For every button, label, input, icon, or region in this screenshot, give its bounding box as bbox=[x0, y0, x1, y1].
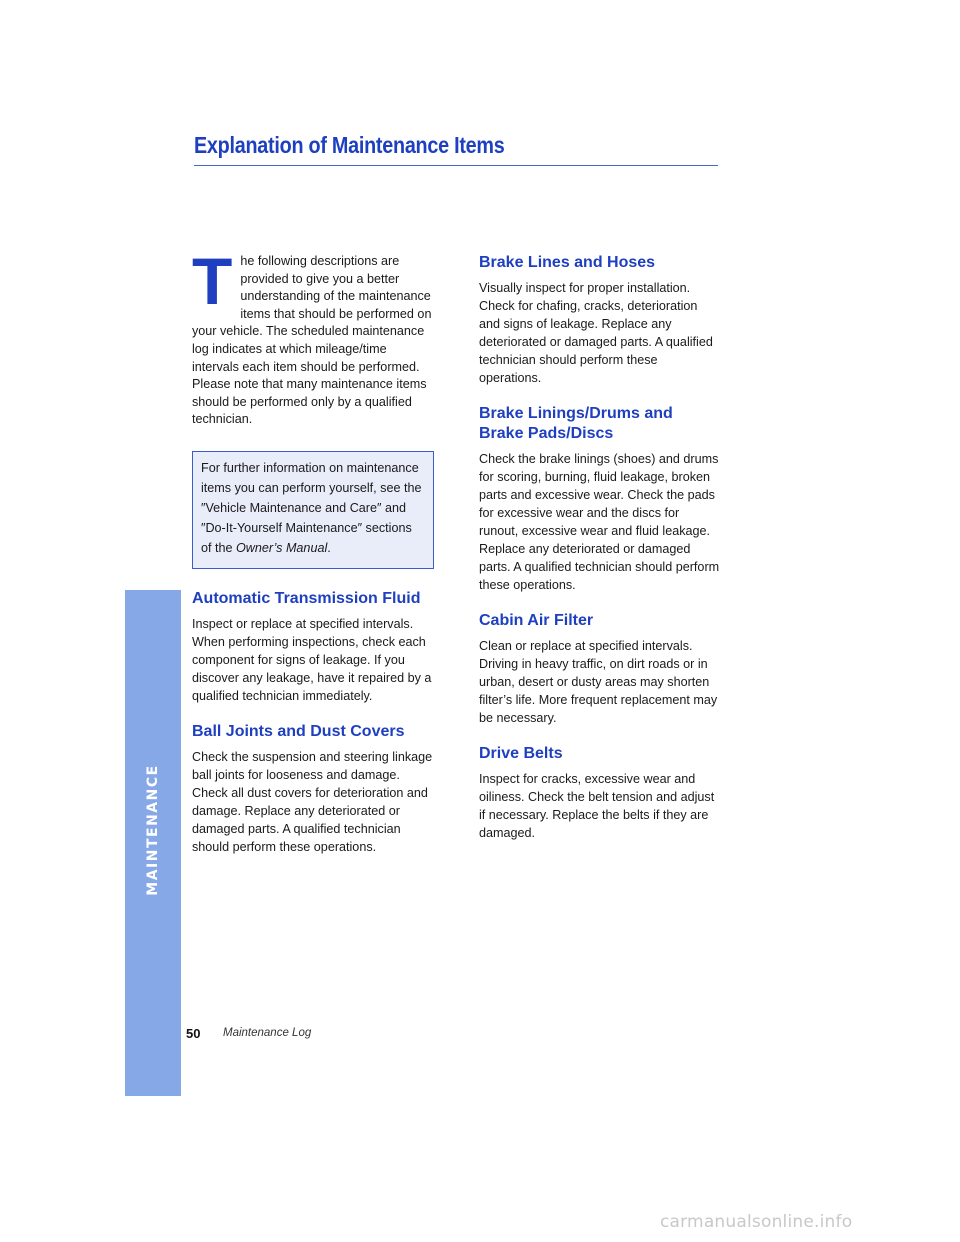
watermark-text: carmanualsonline.info bbox=[660, 1212, 853, 1232]
section-body: Inspect or replace at specified intervals. When performing inspections, check each component for signs of leakage. If you discover any leakage, have it repaired by a qualified technician immediately. bbox=[192, 616, 432, 703]
section-heading: Ball Joints and Dust Covers bbox=[192, 722, 405, 740]
note-text-after: . bbox=[327, 540, 331, 555]
section-body: Clean or replace at specified intervals. Driving in heavy traffic, on dirt roads or in urban, desert or dusty areas may shorten filter’s life. More frequent replacement may be necessary. bbox=[479, 639, 718, 725]
note-manual-title: Owner’s Manual bbox=[236, 540, 328, 555]
section-body: Visually inspect for proper installation. Check for chafing, cracks, deterioration and signs of leakage. Replace any deteriorated or damaged parts. A qualified technician should perform these operations. bbox=[479, 281, 713, 385]
section-body: Check the brake linings (shoes) and drums for scoring, burning, fluid leakage, broken parts and excessive wear. Check the pads for excessive wear and the discs for runout, excessive wear and fluid leakage. Replace any deteriorated or damaged parts. A qualified technician should perform these operations. bbox=[479, 452, 720, 592]
section-side-label: MAINTENANCE bbox=[145, 764, 161, 896]
title-divider bbox=[194, 165, 718, 166]
section-body: Inspect for cracks, excessive wear and oiliness. Check the belt tension and adjust if necessary. Replace the belts if they are damaged. bbox=[479, 772, 715, 840]
page-number: 50 bbox=[186, 1026, 201, 1041]
section-heading: Drive Belts bbox=[479, 745, 563, 762]
page-title: Explanation of Maintenance Items bbox=[194, 132, 505, 158]
section-heading: Automatic Transmission Fluid bbox=[192, 589, 421, 607]
footer-label: Maintenance Log bbox=[223, 1027, 312, 1039]
left-column bbox=[192, 244, 434, 856]
note-box bbox=[192, 451, 434, 569]
intro-text: he following descriptions are provided to give you a better understanding of the maintenance items that should be performed on your vehicle. The scheduled maintenance log indicates at which mileage/time intervals each item should be performed. Please note that many maintenance items should be performed only by a qualified technician. bbox=[192, 254, 432, 427]
intro-paragraph bbox=[192, 244, 434, 429]
section-heading: Cabin Air Filter bbox=[479, 612, 594, 629]
note-text-before: For further information on maintenance items you can perform yourself, see the ″Vehicle Maintenance and Care″ and ″Do-It-Yourself Maintenance″ sections of the bbox=[201, 460, 422, 555]
section-heading: Brake Linings/Drums and Brake Pads/Discs bbox=[479, 405, 673, 442]
right-column bbox=[479, 253, 721, 842]
section-heading: Brake Lines and Hoses bbox=[479, 254, 656, 271]
section-body: Check the suspension and steering linkage ball joints for looseness and damage. Check all dust covers for deterioration and damage. Replace any deteriorated or damaged parts. A qualified technician should perform these operations. bbox=[192, 749, 433, 854]
drop-cap: T bbox=[192, 244, 233, 318]
